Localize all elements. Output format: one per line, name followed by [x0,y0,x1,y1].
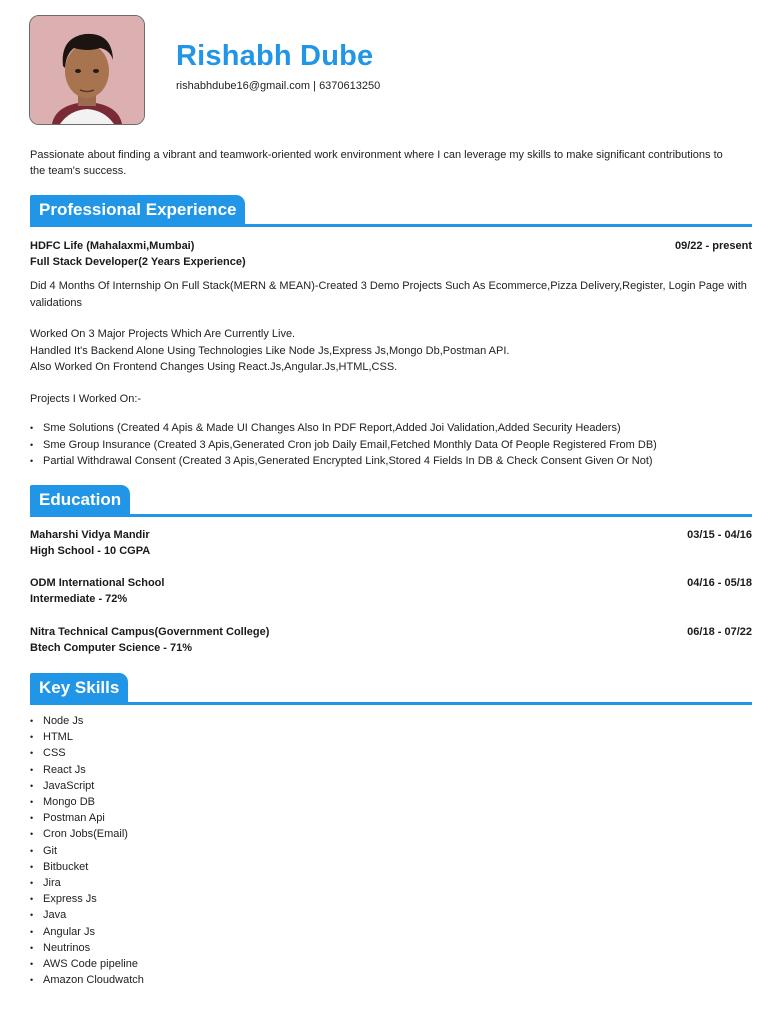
contact-line [176,80,380,92]
skill-item: • Mongo DB [30,794,752,810]
section-title-experience: Professional Experience [30,195,245,225]
skill-item: • Postman Api [30,810,752,826]
section-header-skills [30,673,752,703]
work-line: Also Worked On Frontend Changes Using React.Js,Angular.Js,HTML,CSS. [30,361,398,373]
education-entry [30,624,752,656]
profile-photo [29,15,145,125]
work-description [30,326,752,376]
summary: Passionate about finding a vibrant and teamwork-oriented work environment where I can leverage my skills to make significant contributions to the team's success. [30,149,723,177]
skill-item: • Jira [30,875,752,891]
phone: 6370613250 [319,80,381,92]
education-dates: 06/18 - 07/22 [687,626,752,638]
skill-item: • Cron Jobs(Email) [30,826,752,842]
skills-list [30,713,752,988]
email: rishabhdube16@gmail.com [176,80,311,92]
work-line: Handled It's Backend Alone Using Technologies Like Node Js,Express Js,Mongo Db,Postman API. [30,344,510,357]
contact-separator: | [310,80,320,92]
education-entry [30,575,752,607]
skill-item: • React Js [30,762,752,778]
section-divider [30,514,752,517]
experience-company: HDFC Life (Mahalaxmi,Mumbai) [30,240,195,252]
education-dates: 03/15 - 04/16 [687,529,752,541]
section-divider [30,224,752,227]
skill-item: • JavaScript [30,778,752,794]
projects-list [30,420,752,470]
education-detail: Btech Computer Science - 71% [30,642,192,654]
education-dates: 04/16 - 05/18 [687,577,752,589]
section-header-experience [30,195,752,225]
skill-item: • HTML [30,729,752,745]
skill-item: • Git [30,843,752,859]
skill-item: • Express Js [30,891,752,907]
skill-item: • AWS Code pipeline [30,956,752,972]
skill-item: • Neutrinos [30,940,752,956]
internship-description: Did 4 Months Of Internship On Full Stack(MERN & MEAN)-Created 3 Demo Projects Such As Ecommerce,Pizza Delivery,Register, Login Page with validations [30,280,747,309]
skill-item: • Java [30,907,752,923]
education-detail: High School - 10 CGPA [30,545,151,557]
education-school: ODM International School [30,577,165,589]
experience-entry [30,238,752,270]
project-item: • Sme Solutions (Created 4 Apis & Made UI Changes Also In PDF Report,Added Joi Validation,Added Security Headers) [30,420,752,437]
section-title-skills: Key Skills [30,673,128,703]
experience-role: Full Stack Developer(2 Years Experience) [30,256,246,268]
candidate-name: Rishabh Dube [176,40,374,72]
work-line: Worked On 3 Major Projects Which Are Currently Live. [30,328,296,340]
education-detail: Intermediate - 72% [30,593,128,605]
section-divider [30,702,752,705]
education-school: Nitra Technical Campus(Government College) [30,626,270,638]
skill-item: • Angular Js [30,924,752,940]
education-school: Maharshi Vidya Mandir [30,529,150,541]
project-item: • Sme Group Insurance (Created 3 Apis,Generated Cron job Daily Email,Fetched Monthly Data Of People Registered From DB) [30,437,752,454]
experience-dates: 09/22 - present [674,240,752,252]
profile-photo-image [30,16,144,124]
section-header-education [30,485,752,515]
education-entry [30,527,752,559]
skill-item: • Amazon Cloudwatch [30,972,752,988]
skill-item: • Bitbucket [30,859,752,875]
skill-item: • CSS [30,745,752,761]
project-item: • Partial Withdrawal Consent (Created 3 Apis,Generated Encrypted Link,Stored 4 Fields In DB & Check Consent Given Or Not) [30,453,752,470]
skill-item: • Node Js [30,713,752,729]
projects-heading: Projects I Worked On:- [30,393,142,405]
section-title-education: Education [30,485,130,515]
